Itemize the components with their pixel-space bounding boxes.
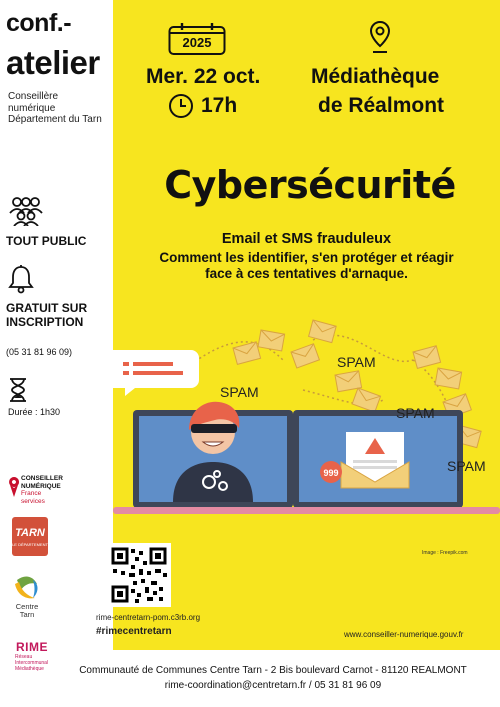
gratuit-label <box>6 302 98 329</box>
centre-tarn-logo <box>12 603 42 619</box>
cyber-illustration <box>113 300 500 550</box>
brand-line1: conf.- <box>6 9 72 37</box>
cn-line4: services <box>21 497 45 505</box>
website-link[interactable]: www.conseiller-numerique.gouv.fr <box>344 630 464 639</box>
audience-label: TOUT PUBLIC <box>6 234 87 248</box>
tarn-logo-text: TARN <box>15 527 45 539</box>
description <box>113 250 500 281</box>
spam-label-4: SPAM <box>447 458 486 474</box>
event-place-line2: de Réalmont <box>318 94 445 117</box>
warning-count: 999 <box>323 468 339 478</box>
event-time: 17h <box>201 94 238 117</box>
laptop-right-icon <box>293 410 463 508</box>
rime-logo: RIME <box>16 640 48 654</box>
event-date: Mer. 22 oct. <box>146 65 261 88</box>
clock-icon <box>168 93 194 119</box>
tarn-logo <box>12 517 48 556</box>
spam-label-2: SPAM <box>337 354 376 370</box>
conseiller-numerique-logo <box>21 475 63 505</box>
bell-icon <box>8 264 34 294</box>
rime-sub1: Réseau <box>15 654 33 660</box>
hourglass-icon <box>9 378 27 402</box>
chat-bubble-icon <box>113 350 199 396</box>
conseiller-numerique-logo-icon <box>8 476 20 498</box>
people-icon <box>8 196 44 226</box>
brand-subtitle: Conseillère numérique Département du Tarn <box>8 91 102 125</box>
spam-label-1: SPAM <box>220 384 259 400</box>
description-line1: Comment les identifier, s'en protéger et réagir <box>159 250 454 265</box>
qr-url[interactable]: rime-centretarn-pom.c3rb.org <box>96 613 201 622</box>
laptop-left-icon <box>133 402 293 508</box>
event-year: 2025 <box>182 35 212 50</box>
cn-line1: CONSEILLER <box>21 475 63 482</box>
rime-sub2: Intercommunal <box>15 660 49 666</box>
image-credit: Image : Freepik.com <box>422 550 468 556</box>
gratuit-text: GRATUIT SUR INSCRIPTION <box>6 301 88 329</box>
tarn-logo-sub: LE DÉPARTEMENT <box>12 542 48 547</box>
duration-label: Durée : 1h30 <box>8 407 61 417</box>
footer-address: Communauté de Communes Centre Tarn - 2 Bis boulevard Carnot - 81120 REALMONT <box>79 665 467 676</box>
sidebar-phone: (05 31 81 96 09) <box>6 347 73 357</box>
cn-line3: France <box>21 490 42 497</box>
qr-code[interactable] <box>107 543 171 607</box>
subtitle: Email et SMS frauduleux <box>221 231 392 247</box>
description-line2: face à ces tentatives d'arnaque. <box>205 265 408 281</box>
ct-line1: Centre <box>15 602 39 611</box>
ct-line2: Tarn <box>19 610 35 619</box>
location-pin-icon <box>369 20 391 54</box>
brand-line2: atelier <box>6 44 100 81</box>
qr-code-icon <box>107 543 171 607</box>
main-title: Cybersécurité <box>164 163 456 207</box>
cn-line2: NUMÉRIQUE <box>21 482 61 490</box>
rime-sub3: Médiathèque <box>15 666 44 672</box>
spam-label-3: SPAM <box>396 405 435 421</box>
hashtag: #rimecentretarn <box>96 626 172 637</box>
footer-contact[interactable]: rime-coordination@centretarn.fr / 05 31 81 96 09 <box>164 680 382 691</box>
event-place-line1: Médiathèque <box>311 65 440 88</box>
